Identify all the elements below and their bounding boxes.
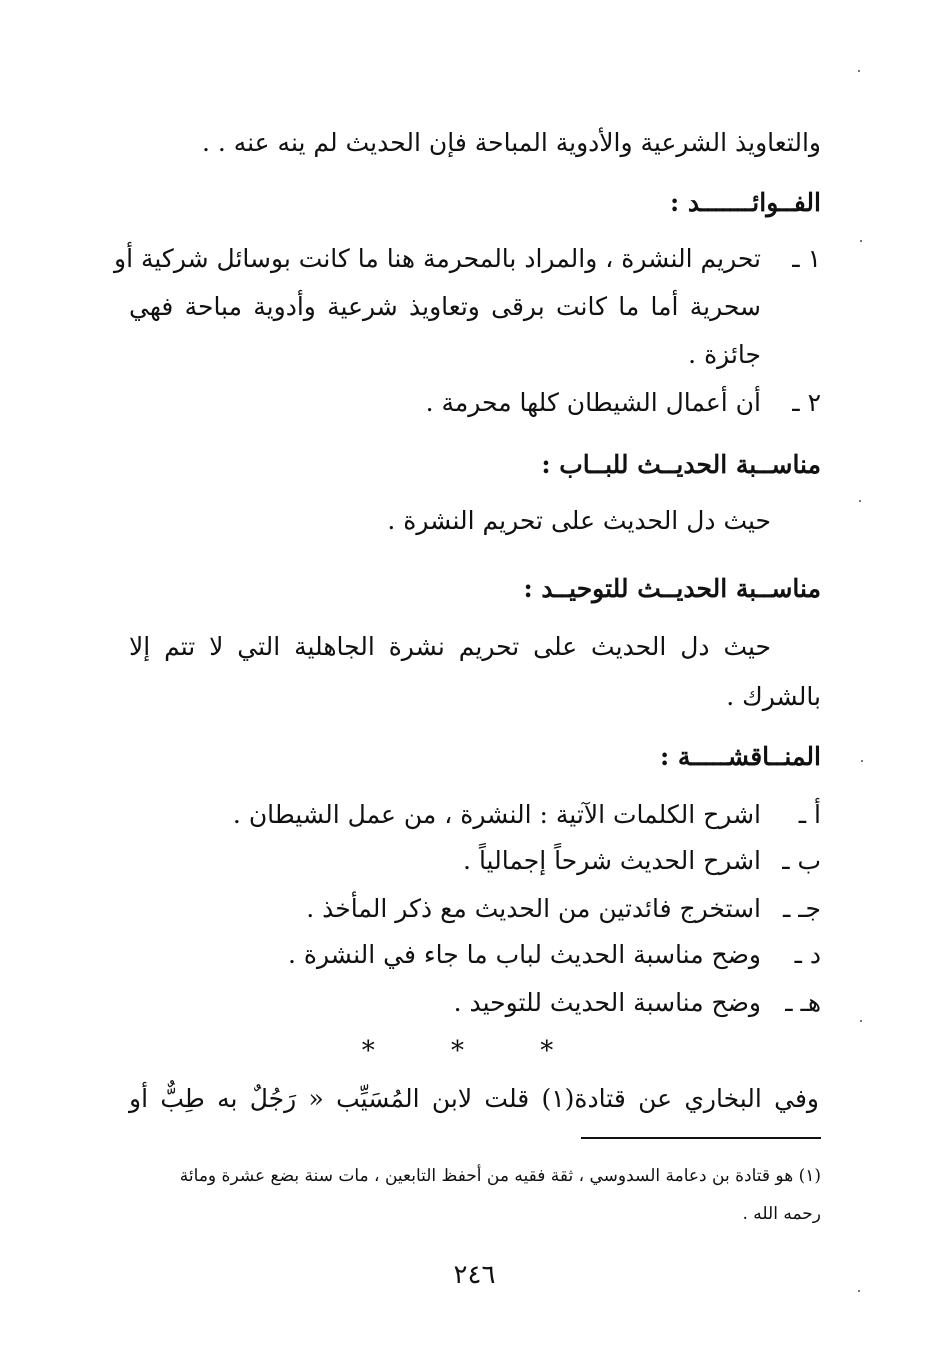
heading-discussion: المنــاقشـــــة :: [659, 742, 821, 771]
relevance-to-tawhid-text-2: بالشرك .: [726, 682, 821, 711]
footnote-divider: [581, 1137, 821, 1139]
heading-relevance-to-tawhid: مناســبة الحديــث للتوحيــد :: [523, 574, 821, 603]
scan-speck: [860, 240, 862, 242]
scan-speck: [859, 500, 861, 502]
question-b-label: ب ـ: [782, 846, 821, 875]
heading-benefits: الفــوائـــــــد :: [669, 188, 821, 217]
page-number: ٢٤٦: [453, 1260, 496, 1290]
question-c-text: استخرج فائدتين من الحديث مع ذكر المأخذ .: [306, 894, 761, 923]
question-c: [121, 894, 821, 923]
question-e-label: هـ ـ: [785, 988, 821, 1017]
benefit-item-2: [121, 388, 821, 417]
benefit-item-1-number: ١ ـ: [792, 244, 821, 273]
footnote-line-2: رحمه الله .: [742, 1204, 821, 1224]
benefit-item-1: [114, 244, 821, 273]
scan-speck: [858, 1290, 860, 1292]
benefit-item-2-number: ٢ ـ: [792, 388, 821, 417]
heading-relevance-to-chapter: مناســبة الحديــث للبــاب :: [541, 450, 821, 479]
question-d-text: وضح مناسبة الحديث لباب ما جاء في النشرة .: [288, 940, 761, 969]
question-a: [121, 800, 821, 829]
question-a-text: اشرح الكلمات الآتية : النشرة ، من عمل الشيطان .: [232, 800, 761, 829]
relevance-to-chapter-text: حيث دل الحديث على تحريم النشرة .: [387, 506, 771, 535]
question-c-label: جـ ـ: [782, 894, 821, 923]
relevance-to-tawhid-text-1: حيث دل الحديث على تحريم نشرة الجاهلية التي لا تتم إلا: [129, 632, 771, 661]
footnote-line-1: (١) هو قتادة بن دعامة السدوسي ، ثقة فقيه من أحفظ التابعين ، مات سنة بضع عشرة ومائة: [179, 1166, 821, 1186]
question-b-text: اشرح الحديث شرحاً إجمالياً .: [463, 846, 761, 875]
question-b: [121, 846, 821, 875]
question-d: [121, 940, 821, 969]
text-line-last: وفي البخاري عن قتادة(١) قلت لابن المُسَيِّب « رَجُلٌ به طِبٌّ أو: [129, 1084, 820, 1113]
scan-speck: [860, 1020, 862, 1022]
benefit-item-2-text: أن أعمال الشيطان كلها محرمة .: [425, 388, 761, 417]
benefit-item-1-continuation-2: جائزة .: [688, 340, 761, 369]
question-d-label: د ـ: [794, 940, 821, 969]
benefit-item-1-continuation-1: سحرية أما ما كانت برقى وتعاويذ شرعية وأدوية مباحة فهي: [129, 292, 761, 321]
scan-speck: [861, 760, 863, 762]
section-separator-stars: * * *: [361, 1036, 588, 1066]
question-e-text: وضح مناسبة الحديث للتوحيد .: [453, 988, 761, 1017]
question-e: [121, 988, 821, 1017]
benefit-item-1-text: تحريم النشرة ، والمراد بالمحرمة هنا ما كانت بوسائل شركية أو: [114, 244, 761, 273]
text-line-1: والتعاويذ الشرعية والأدوية المباحة فإن الحديث لم ينه عنه . .: [201, 128, 821, 157]
scan-speck: [858, 70, 860, 72]
question-a-label: أ ـ: [798, 800, 821, 829]
